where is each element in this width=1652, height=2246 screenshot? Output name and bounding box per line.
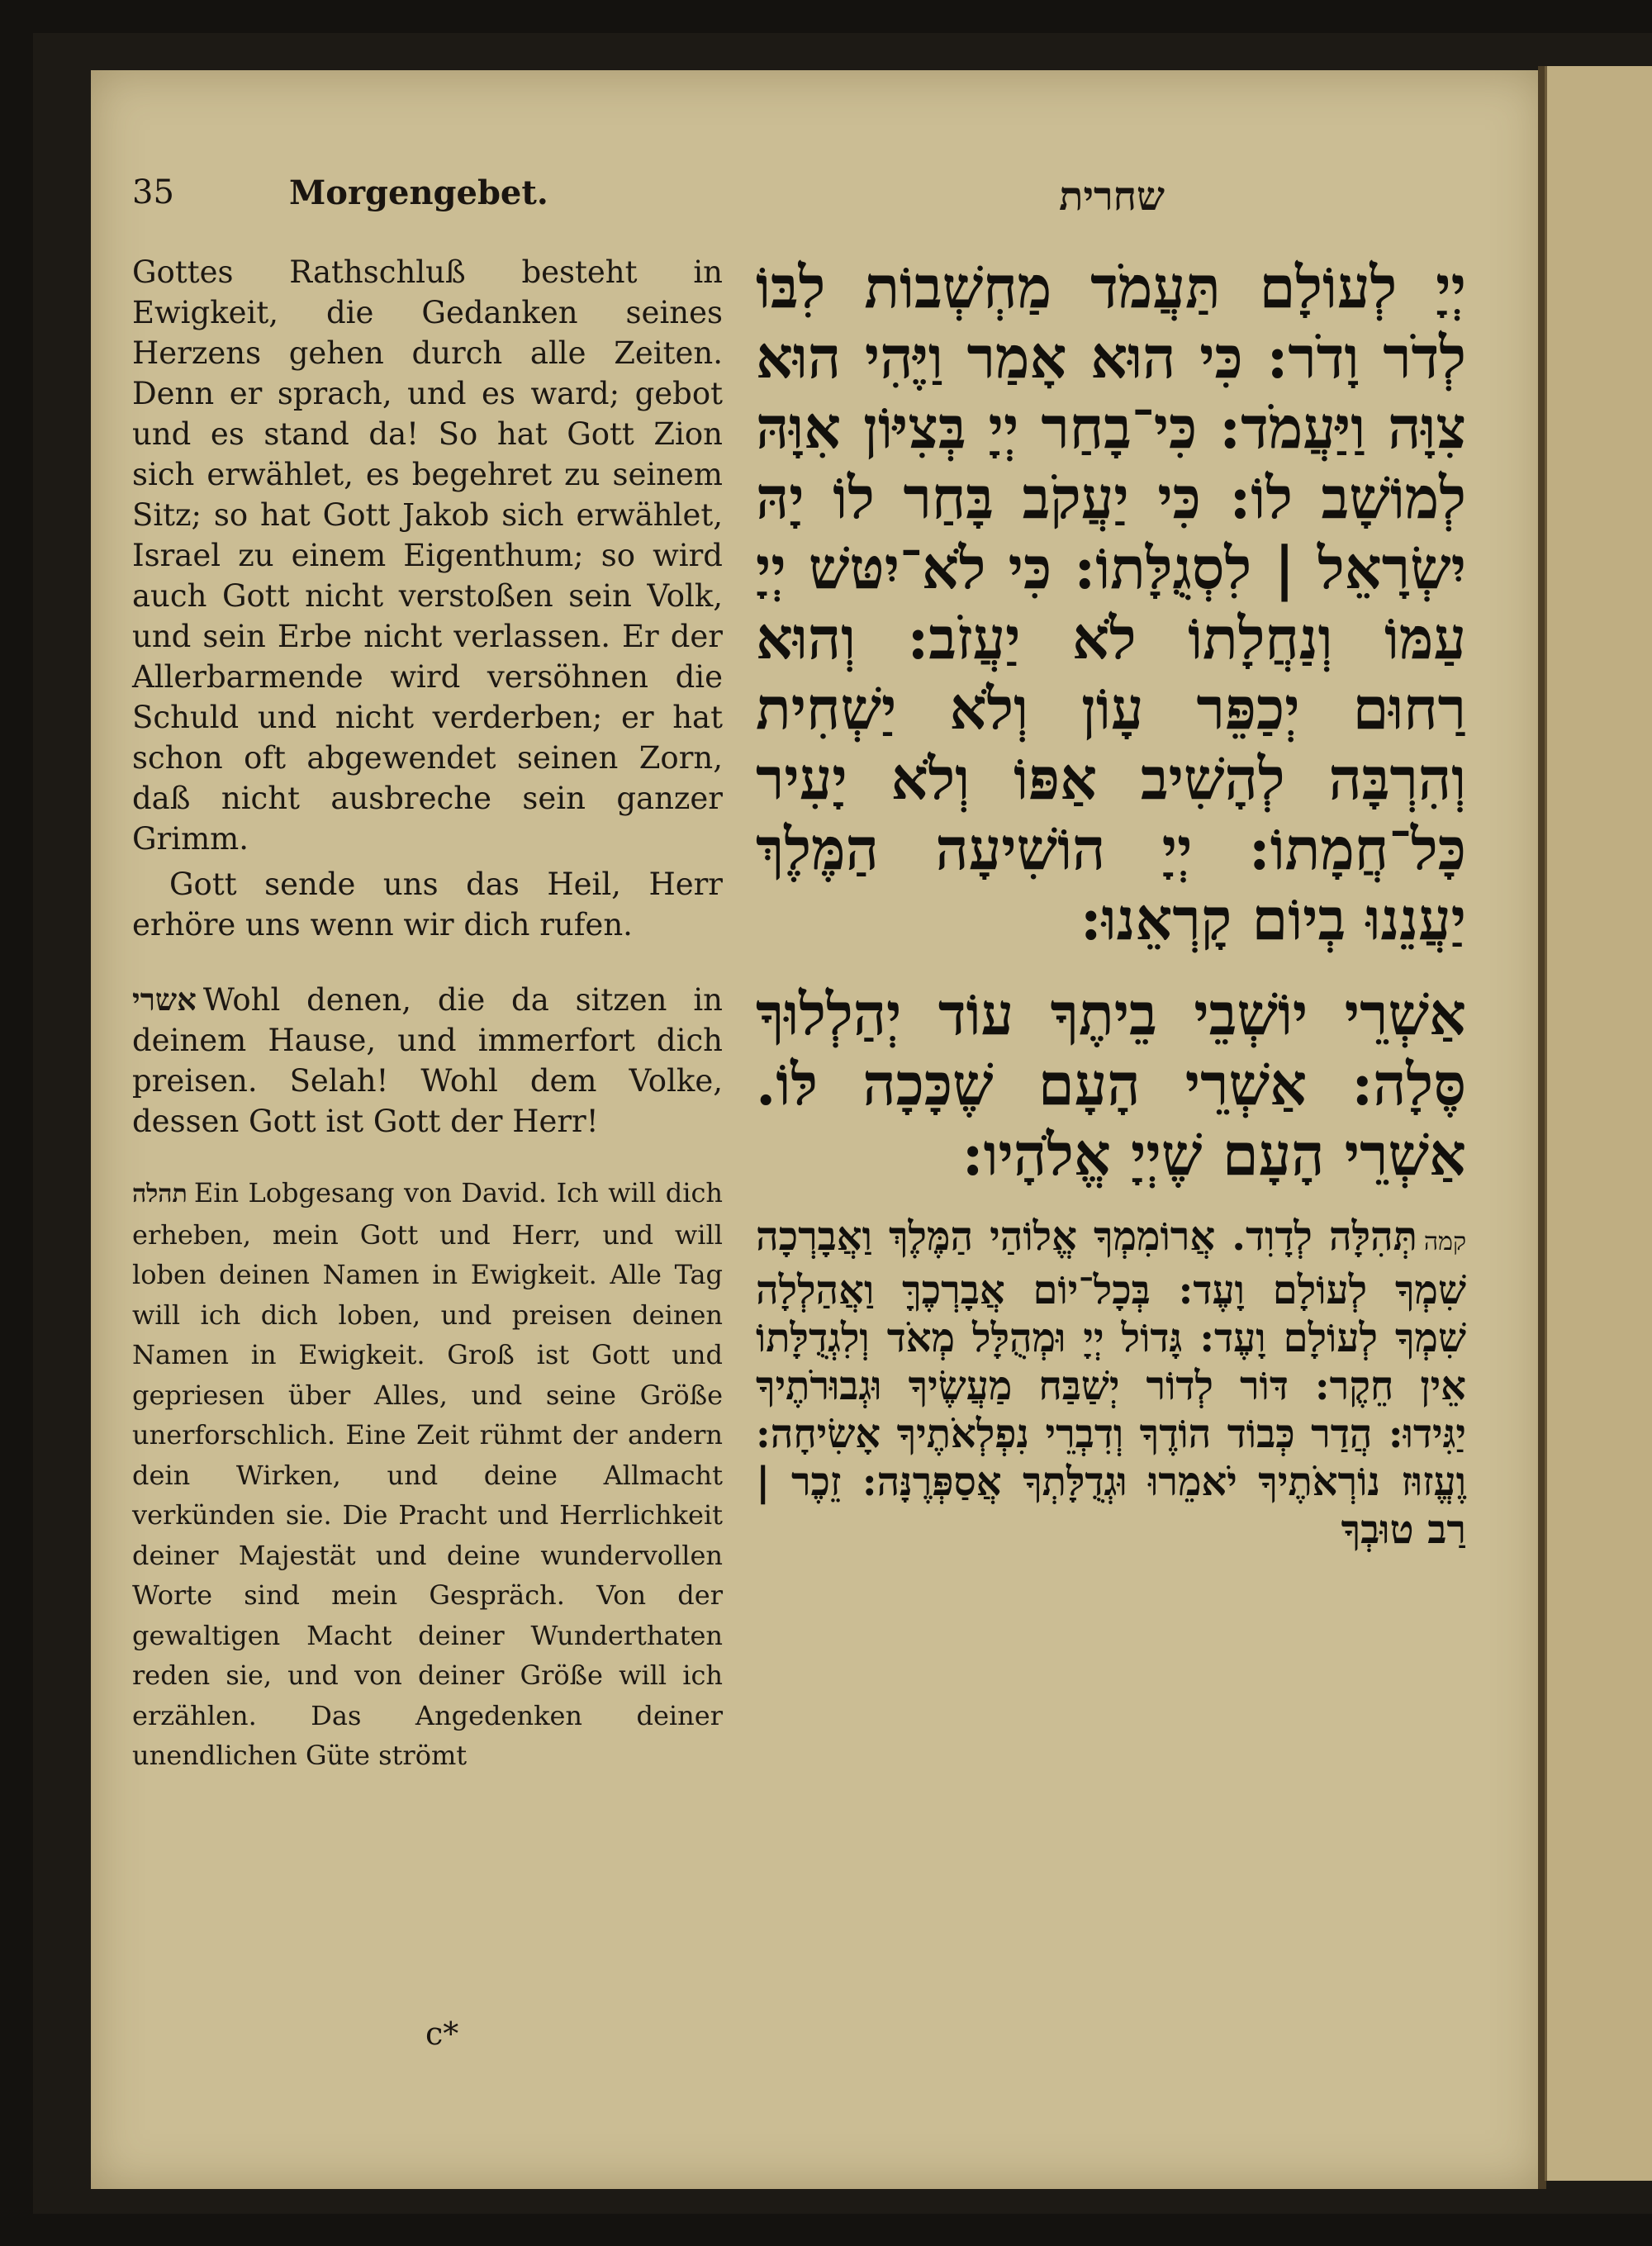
hebrew-paragraph-2: אַשְׁרֵי יוֹשְׁבֵי בֵיתֶךָ עוֹד יְהַלְלוּךָ סֶּלָה: אַשְׁרֵי הָעָם שֶׁכָּכָה לּוֹ. אַשְׁרֵי הָעָם שֶׁיְיָ אֱלֹהָיו:	[756, 980, 1466, 1189]
german-paragraph-3-text: Wohl denen, die da sitzen in deinem Hause, und immerfort dich preisen. Selah! Wohl dem Volke, dessen Gott ist Gott der Herr!	[132, 982, 723, 1139]
hebrew-paragraph-3	[756, 1213, 1466, 1554]
hebrew-cue-word: אשרי	[132, 981, 197, 1018]
next-page-edge	[1545, 66, 1652, 2181]
german-translation-column	[132, 252, 723, 1802]
hebrew-cue-word: תהלה	[132, 1180, 188, 1208]
hebrew-prayer-column	[756, 252, 1466, 1554]
hebrew-paragraph-3-text: תְּהִלָּה לְדָוִד. אֲרוֹמִמְךָ אֱלוֹהַי הַמֶּלֶךְ וַאֲבָרְכָה שִׁמְךָ לְעוֹלָם וָעֶד: בְּכָל־יוֹם אֲבָרְכֶךָּ וַאֲהַלְלָה שִׁמְךָ לְעוֹלָם וָעֶד: גָּדוֹל יְיָ וּמְהֻלָּל מְאֹד וְלִגְדֻלָּתוֹ אֵין חֵקֶר: דּוֹר לְדוֹר יְשַׁבַּח מַעֲשֶׂיךָ וּגְבוּרֹתֶיךָ יַגִּידוּ: הֲדַר כְּבוֹד הוֹדֶךָ וְדִבְרֵי נִפְלְאֹתֶיךָ אָשִׂיחָה: וֶעֱזוּז נוֹרְאֹתֶיךָ יֹאמֵרוּ וּגְדֻלָּתְךָ אֲסַפְּרֶנָּה: זֵכֶר | רַב טוּבְךָ	[756, 1213, 1466, 1553]
german-paragraph-4	[132, 1173, 723, 1776]
hebrew-paragraph-1: יְיָ לְעוֹלָם תַּעֲמֹד מַחְשְׁבוֹת לִבּוֹ לְדֹר וָדֹר: כִּי הוּא אָמַר וַיֶּהִי הוּא צִוָּה וַיַּעֲמֹד: כִּי־בָחַר יְיָ בְּצִיּוֹן אִוָּהּ לְמוֹשָׁב לוֹ: כִּי יַעֲקֹב בָּחַר לוֹ יָהּ יִשְׂרָאֵל | לִסְגֻלָּתוֹ: כִּי לֹא־יִטּשׁ יְיָ עַמּוֹ וְנַחֲלָתוֹ לֹא יַעֲזֹב: וְהוּא רַחוּם יְכַפֵּר עָוֹן וְלֹא יַשְׁחִית וְהִרְבָּה לְהָשִׁיב אַפּוֹ וְלֹא יָעִיר כָּל־חֲמָתוֹ: יְיָ הוֹשִׁיעָה הַמֶּלֶךְ יַעֲנֵנוּ בְיוֹם קָרְאֵנוּ:	[756, 253, 1466, 953]
running-title-hebrew: שחרית	[1059, 173, 1165, 220]
running-title-german: Morgengebet.	[289, 173, 548, 212]
german-paragraph-1: Gottes Rathschluß besteht in Ewigkeit, die Gedanken seines Herzens gehen durch alle Zeiten. Denn er sprach, und es ward; gebot und es stand da! So hat Gott Zion sich erwählet, es begehret zu seinem Sitz; so hat Gott Jakob sich erwählet, Israel zu einem Eigenthum; so wird auch Gott nicht verstoßen sein Volk, und sein Erbe nicht verlassen. Er der Allerbarmende wird versöhnen die Schuld und nicht verderben; er hat schon oft abgewendet seinen Zorn, daß nicht ausbreche sein ganzer Grimm.	[132, 254, 723, 857]
german-paragraph-4-text: Ein Lobgesang von David. Ich will dich erheben, mein Gott und Herr, und will loben deinen Namen in Ewigkeit. Alle Tag will ich dich loben, und preisen deinen Namen in Ewigkeit. Groß ist Gott und gepriesen über Alles, und seine Größe unerforschlich. Eine Zeit rühmt der andern dein Wirken, und deine Allmacht verkünden sie. Die Pracht und Herrlichkeit deiner Majestät und deine wundervollen Worte sind mein Gespräch. Von der gewaltigen Macht deiner Wunderthaten reden sie, und von deiner Größe will ich erzählen. Das Angedenken deiner unendlichen Güte strömt	[132, 1177, 723, 1771]
psalm-number: קמה	[1423, 1227, 1466, 1256]
signature-mark: c*	[425, 2016, 459, 2052]
page-number: 35	[132, 173, 174, 211]
german-paragraph-3	[132, 980, 723, 1142]
german-paragraph-2: Gott sende uns das Heil, Herr erhöre uns wenn wir dich rufen.	[132, 867, 723, 943]
